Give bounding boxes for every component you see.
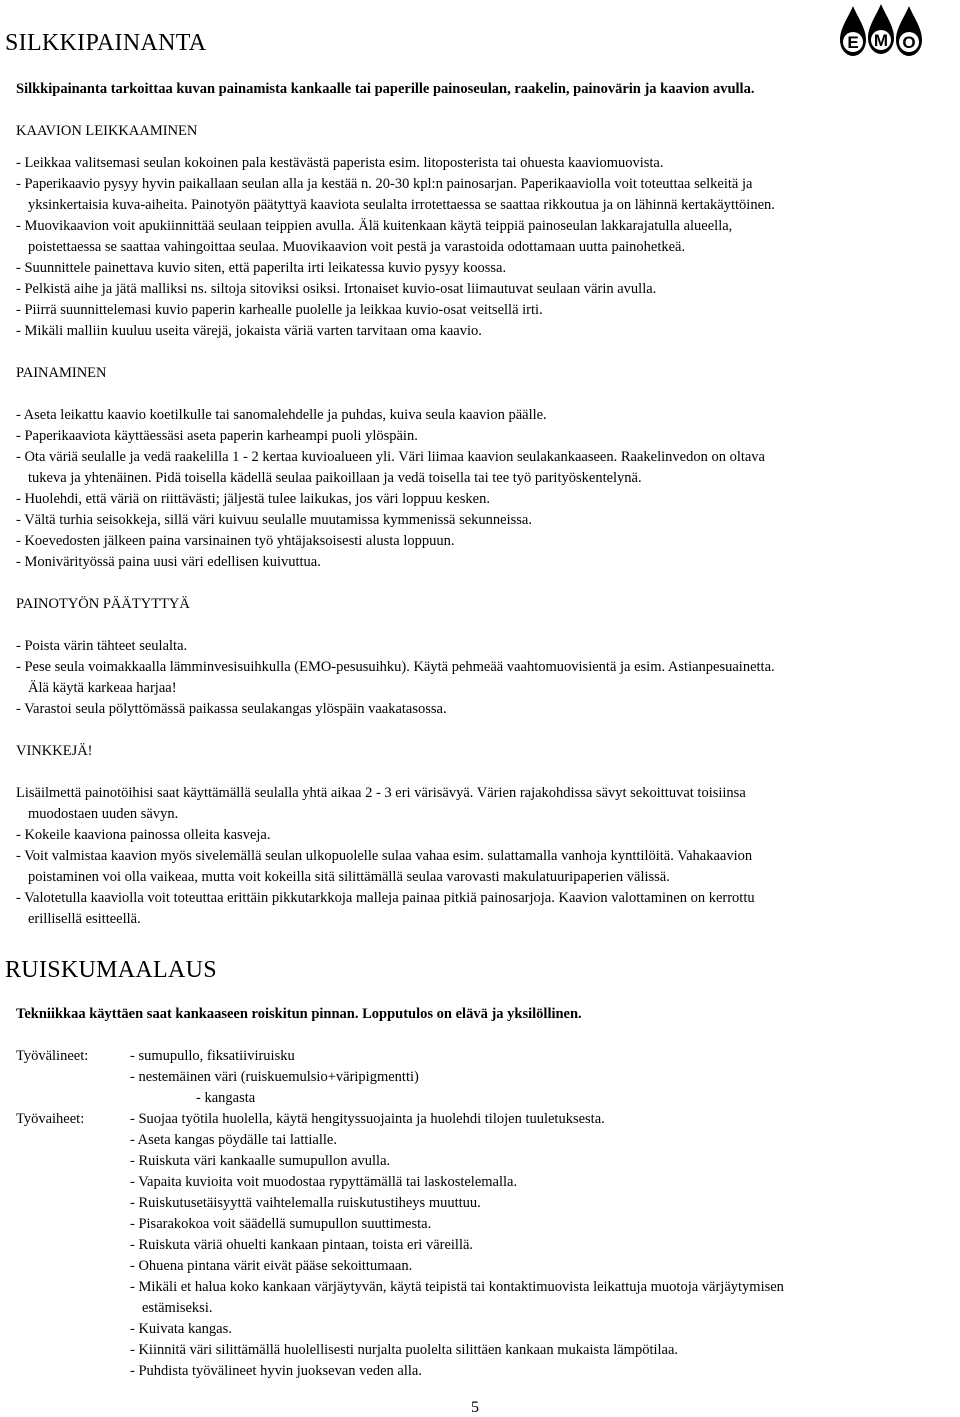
text-line: - Muovikaavion voit apukiinnittää seulaan teippien avulla. Älä kuitenkaan käytä teippiä painoseulan lakkarajatulla alueella,	[16, 218, 733, 234]
step-item: - Ruiskuta väri kankaalle sumupullon avulla.	[130, 1153, 391, 1169]
subheading-painaminen: PAINAMINEN	[16, 365, 107, 381]
step-item: - Kiinnitä väri silittämällä huolellisesti nurjalta puolelta silittäen kankaan mukaista lämpötilaa.	[130, 1342, 679, 1358]
text-line: - Piirrä suunnittelemasi kuvio paperin karhealle puolelle ja leikkaa kuvio-osat veitsellä irti.	[16, 302, 543, 318]
text-line: Älä käytä karkeaa harjaa!	[28, 680, 177, 696]
text-line: - Poista värin tähteet seulalta.	[16, 638, 188, 654]
text-line: - Pelkistä aihe ja jätä malliksi ns. siltoja sitoviksi osiksi. Irtonaiset kuvio-osat liimautuvat seulaan värin avulla.	[16, 281, 657, 297]
step-item: - Ruiskutusetäisyyttä vaihtelemalla ruiskutustiheys muuttuu.	[130, 1195, 481, 1211]
text-line: - Pese seula voimakkaalla lämminvesisuihkulla (EMO-pesusuihku). Käytä pehmeää vaahtomuovisientä ja esim. Astianpesuainetta.	[16, 659, 775, 675]
step-item: - Puhdista työvälineet hyvin juoksevan veden alla.	[130, 1363, 422, 1379]
step-item: estämiseksi.	[142, 1300, 213, 1316]
text-line: - Kokeile kaaviona painossa olleita kasveja.	[16, 827, 271, 843]
text-line: tukeva ja yhtenäinen. Pidä toisella kädellä seulaa paikoillaan ja vedä toisella tai tee työ parityöskentelynä.	[28, 470, 642, 486]
intro-text: Tekniikkaa käyttäen saat kankaaseen roiskitun pinnan. Lopputulos on elävä ja yksilöllinen.	[16, 1006, 582, 1022]
text-line: - Ota väriä seulalle ja vedä raakelilla 1 - 2 kertaa kuvioalueen yli. Väri liimaa kaavion seulakankaaseen. Raakelinvedon on oltava	[16, 449, 765, 465]
text-line: - Suunnittele painettava kuvio siten, että paperilta irti leikatessa kuvio pysyy koossa.	[16, 260, 507, 276]
tool-item: - sumupullo, fiksatiiviruisku	[130, 1048, 295, 1064]
logo-letter-m: M	[873, 31, 889, 50]
text-line: - Monivärityössä paina uusi väri edellisen kuivuttua.	[16, 554, 321, 570]
subheading-painotyon-paatyttya: PAINOTYÖN PÄÄTYTTYÄ	[16, 596, 190, 612]
text-line: - Mikäli malliin kuuluu useita värejä, jokaista väriä varten tarvitaan oma kaavio.	[16, 323, 482, 339]
step-item: - Ruiskuta väriä ohuelti kankaan pintaan, toista eri väreillä.	[130, 1237, 474, 1253]
text-line: - Valotetulla kaaviolla voit toteuttaa erittäin pikkutarkkoja malleja painaa pitkiä painosarjoja. Kaavion valottaminen on kerrottu	[16, 890, 755, 906]
section-title-silkkipainanta: SILKKIPAINANTA	[5, 30, 207, 56]
text-line: - Paperikaaviota käyttäessäsi aseta paperin karheampi puoli ylöspäin.	[16, 428, 418, 444]
page-number: 5	[471, 1399, 479, 1416]
subheading-kaavion-leikkaaminen: KAAVION LEIKKAAMINEN	[16, 123, 198, 139]
text-line: - Huolehdi, että väriä on riittävästi; jäljestä tulee laikukas, jos väri loppuu kesken.	[16, 491, 490, 507]
text-line: erillisellä esitteellä.	[28, 911, 141, 927]
text-line: - Koevedosten jälkeen paina varsinainen työ yhtäjaksoisesti alusta loppuun.	[16, 533, 455, 549]
step-item: - Aseta kangas pöydälle tai lattialle.	[130, 1132, 337, 1148]
text-line: poistettaessa se saattaa vahingoittaa seulaa. Muovikaavion voit pestä ja varastoida odottamaan uutta painohetkeä.	[28, 239, 686, 255]
tools-label: Työvälineet:	[16, 1048, 89, 1064]
step-item: - Ohuena pintana värit eivät pääse sekoittumaan.	[130, 1258, 413, 1274]
tool-item: - kangasta	[196, 1090, 256, 1106]
intro-text: Silkkipainanta tarkoittaa kuvan painamista kankaalle tai paperille painoseulan, raakelin, painovärin ja kaavion avulla.	[16, 81, 755, 97]
step-item: - Vapaita kuvioita voit muodostaa rypyttämällä tai laskostelemalla.	[130, 1174, 518, 1190]
subheading-vinkkeja: VINKKEJÄ!	[16, 743, 93, 759]
step-item: - Suojaa työtila huolella, käytä hengityssuojainta ja huolehdi tilojen tuuletuksesta.	[130, 1111, 605, 1127]
text-line: - Paperikaavio pysyy hyvin paikallaan seulan alla ja kestää n. 20-30 kpl:n painosarjan. Paperikaaviolla voit toteuttaa selkeitä ja	[16, 176, 753, 192]
text-line: - Leikkaa valitsemasi seulan kokoinen pala kestävästä paperista esim. litoposterista tai ohuesta kaaviomuovista.	[16, 155, 664, 171]
text-line: - Vältä turhia seisokkeja, sillä väri kuivuu seulalle muutamissa kymmenissä sekunneissa.	[16, 512, 532, 528]
logo-letter-e: E	[847, 33, 859, 52]
steps-label: Työvaiheet:	[16, 1111, 85, 1127]
section-title-ruiskumaalaus: RUISKUMAALAUS	[5, 957, 217, 983]
text-line: - Varastoi seula pölyttömässä paikassa seulakangas ylöspäin vaakatasossa.	[16, 701, 447, 717]
step-item: - Mikäli et halua koko kankaan värjäytyvän, käytä teipistä tai kontaktimuovista leikattuja muotoja värjäytymisen	[130, 1279, 784, 1295]
tool-item: - nestemäinen väri (ruiskuemulsio+väripigmentti)	[130, 1069, 419, 1085]
text-line: - Voit valmistaa kaavion myös sivelemällä seulan ulkopuolelle sulaa vahaa esim. sulattamalla vanhoja kynttilöitä. Vahakaavion	[16, 848, 753, 864]
logo-letter-o: O	[902, 33, 916, 52]
text-line: Lisäilmettä painotöihisi saat käyttämällä seulalla yhtä aikaa 2 - 3 eri värisävyä. Värien rajakohdissa sävyt sekoittuvat toisiinsa	[16, 785, 746, 801]
text-line: yksinkertaisia kuva-aiheita. Painotyön päätyttyä kaaviota seulalta irrotettaessa se saattaa rikkoutua ja on lähinnä kertakäyttöinen.	[28, 197, 775, 213]
text-line: - Aseta leikattu kaavio koetilkulle tai sanomalehdelle ja puhdas, kuiva seula kaavion päälle.	[16, 407, 547, 423]
step-item: - Pisarakokoa voit säädellä sumupullon suuttimesta.	[130, 1216, 432, 1232]
step-item: - Kuivata kangas.	[130, 1321, 232, 1337]
text-line: poistaminen voi olla vaikeaa, mutta voit kokeilla sitä silittämällä seulaa varovasti makulatuuripaperien välissä.	[28, 869, 670, 885]
emo-logo	[838, 2, 924, 60]
text-line: muodostaen uuden sävyn.	[28, 806, 179, 822]
